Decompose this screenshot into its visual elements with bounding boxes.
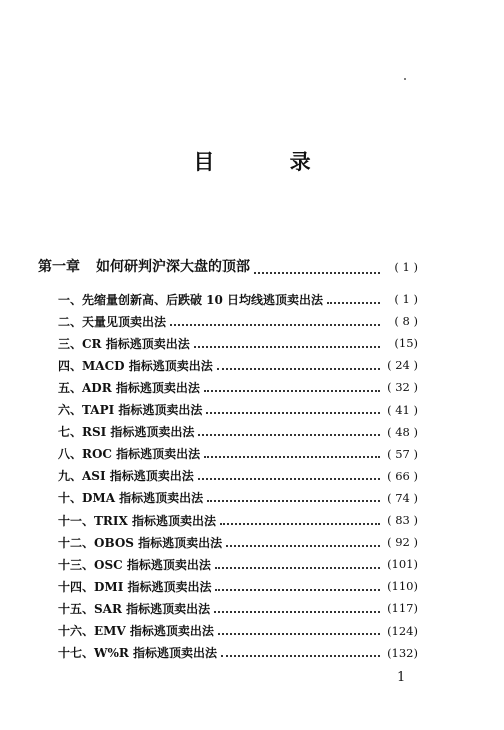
toc-entry-page: ( 83 ) — [387, 513, 418, 527]
toc-entry-page: (124) — [387, 623, 418, 638]
dot-leader — [217, 367, 380, 370]
toc-entry-page: ( 32 ) — [387, 380, 418, 395]
dot-leader — [204, 389, 380, 392]
chapter-title: 如何研判沪深大盘的顶部 — [96, 259, 250, 275]
dot-leader — [254, 271, 380, 274]
toc-entry — [58, 531, 418, 553]
toc-entry — [58, 354, 418, 376]
toc-entry-label: 十六、EMV 指标逃顶卖出法 — [58, 624, 214, 638]
toc-entry — [58, 553, 418, 575]
toc-entry — [58, 332, 418, 354]
dot-leader — [198, 477, 380, 480]
toc-entry-page: ( 41 ) — [387, 402, 418, 417]
toc-entry-page: ( 92 ) — [387, 535, 418, 550]
chapter-heading — [38, 256, 418, 276]
dot-leader — [226, 544, 380, 547]
toc-entry-page: ( 57 ) — [387, 446, 418, 461]
dot-leader — [215, 566, 380, 569]
toc-entry — [58, 465, 418, 487]
dot-leader — [198, 433, 380, 436]
toc-entry-page: (132) — [387, 645, 418, 660]
toc-entry-label: 二、天量见顶卖出法 — [58, 314, 167, 329]
page-number: 1 — [397, 670, 406, 685]
toc-entry-page: (101) — [387, 557, 418, 572]
toc-entry-page: ( 1 ) — [394, 292, 418, 306]
toc-entry-label: 四、MACD 指标逃顶卖出法 — [58, 358, 213, 373]
dot-leader — [194, 345, 380, 348]
toc-entry-page: ( 66 ) — [387, 468, 418, 483]
toc-entry — [58, 487, 418, 509]
toc-entry-label: 十七、W%R 指标逃顶卖出法 — [58, 646, 218, 661]
toc-entry-label: 十、DMA 指标逃顶卖出法 — [58, 491, 204, 506]
toc-entry-page: (110) — [387, 579, 418, 594]
toc-entry-page: ( 8 ) — [394, 314, 418, 329]
toc-title: 目 录 — [193, 149, 345, 174]
toc-entry-label: 九、ASI 指标逃顶卖出法 — [58, 469, 194, 484]
dot-leader — [204, 455, 380, 458]
toc-entry-label: 一、先缩量创新高、后跌破 10 日均线逃顶卖出法 — [58, 292, 324, 307]
toc-entry — [58, 376, 418, 398]
toc-entry — [58, 310, 418, 332]
toc-entry-label: 十四、DMI 指标逃顶卖出法 — [58, 579, 212, 594]
toc-entry-label: 八、ROC 指标逃顶卖出法 — [58, 447, 201, 462]
dot-leader — [218, 632, 380, 635]
toc-entry — [58, 421, 418, 443]
dot-leader — [327, 301, 380, 304]
dot-leader — [215, 588, 380, 591]
toc-entry-page: ( 74 ) — [387, 490, 418, 505]
toc-entry — [58, 443, 418, 465]
toc-entry-page: ( 48 ) — [387, 424, 418, 439]
toc-entry — [58, 509, 418, 531]
toc-entry-label: 十二、OBOS 指标逃顶卖出法 — [58, 535, 223, 550]
toc-entry-label: 五、ADR 指标逃顶卖出法 — [58, 380, 200, 395]
toc-entry-label: 六、TAPI 指标逃顶卖出法 — [58, 403, 203, 417]
chapter-number: 第一章 — [38, 259, 80, 275]
dot-leader — [207, 499, 380, 502]
toc-entry — [58, 642, 418, 664]
toc-entry-label: 三、CR 指标逃顶卖出法 — [58, 336, 190, 351]
dot-leader — [214, 610, 380, 613]
toc-entry — [58, 288, 418, 310]
toc-entry-label: 十一、TRIX 指标逃顶卖出法 — [58, 513, 217, 528]
toc-entry-page: (15) — [394, 336, 418, 351]
dot-leader — [220, 522, 380, 525]
toc-entry-page: ( 24 ) — [387, 358, 418, 373]
dot-leader — [170, 323, 380, 326]
toc-entry-label: 七、RSI 指标逃顶卖出法 — [58, 425, 195, 440]
toc-entry — [58, 620, 418, 642]
toc-entry-label: 十三、OSC 指标逃顶卖出法 — [58, 557, 211, 572]
toc-entry-page: (117) — [387, 601, 418, 616]
toc-entry — [58, 597, 418, 619]
chapter-page: ( 1 ) — [394, 260, 418, 274]
toc-entry — [58, 399, 418, 421]
toc-entry-label: 十五、SAR 指标逃顶卖出法 — [58, 601, 211, 616]
toc-entry — [58, 575, 418, 597]
dot-leader — [221, 654, 380, 657]
scan-speck — [404, 78, 406, 80]
dot-leader — [206, 411, 380, 414]
